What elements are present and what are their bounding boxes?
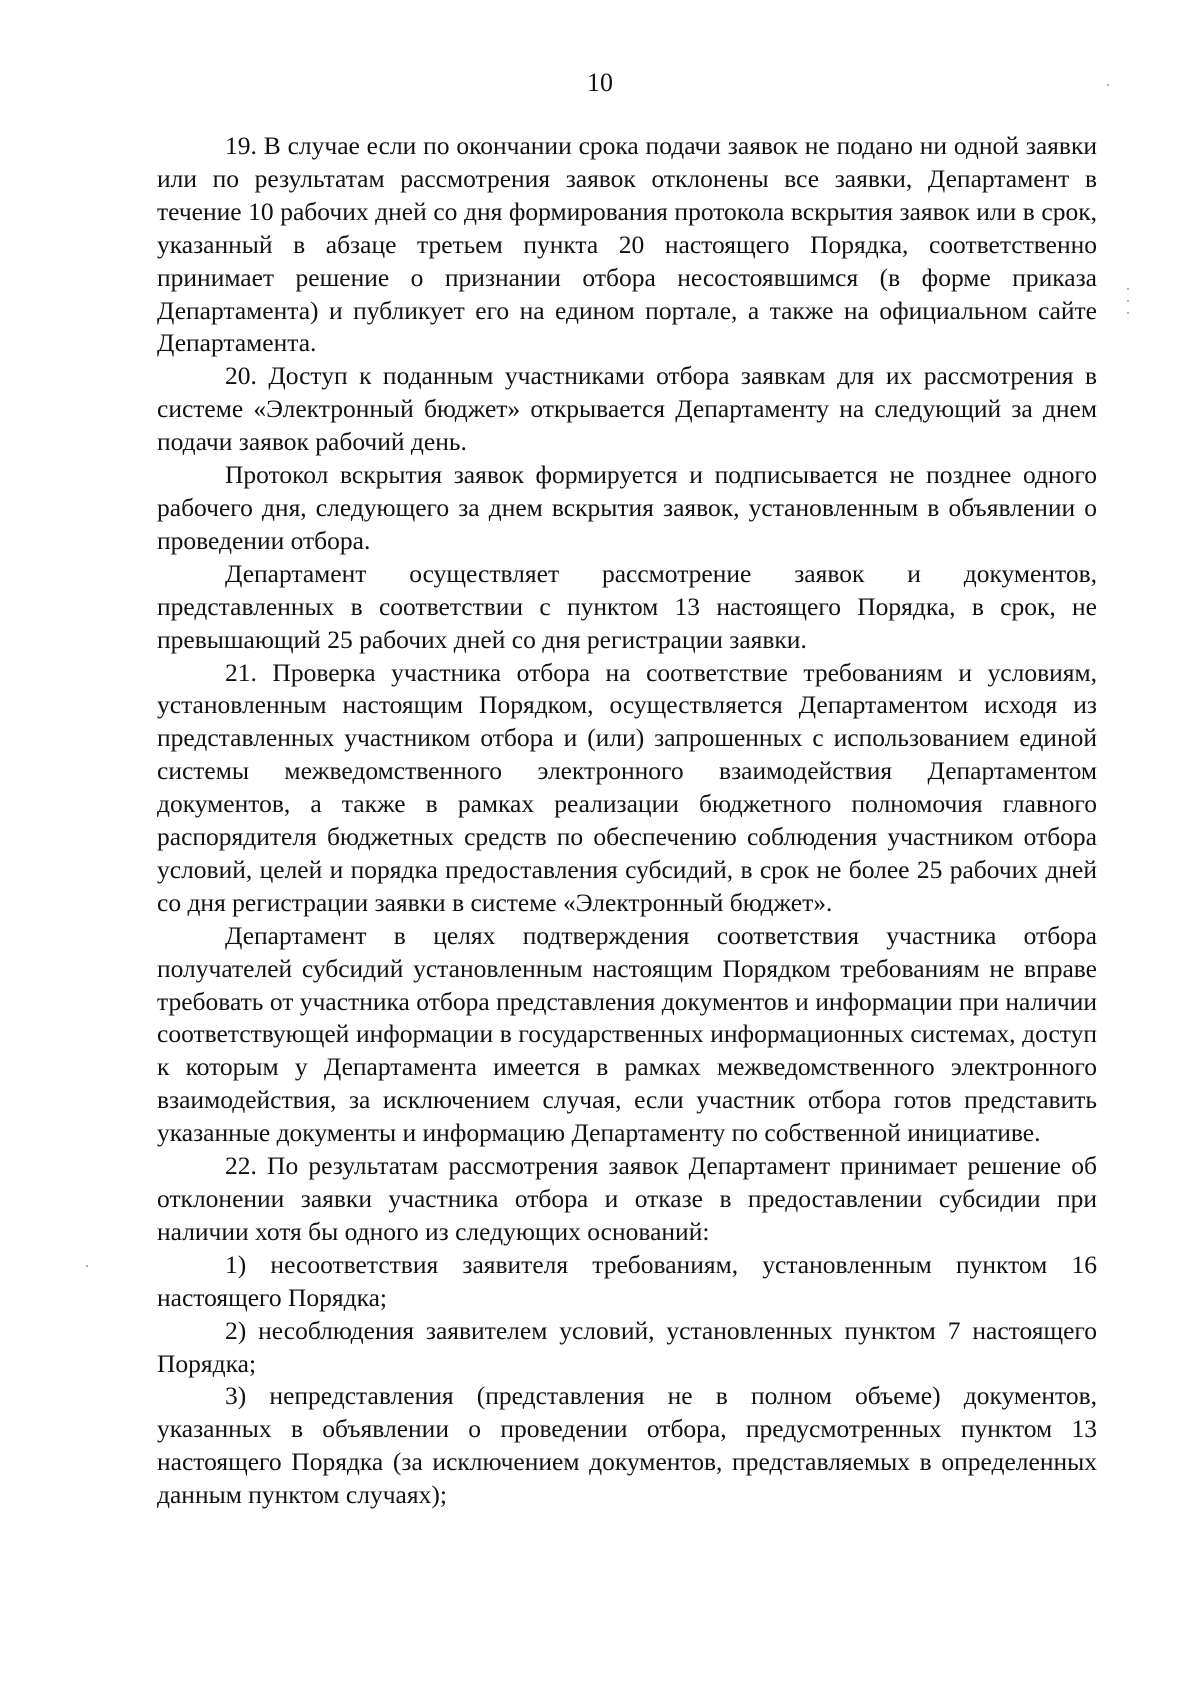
page-number: 10	[587, 68, 613, 97]
paragraph-review-term: Департамент осуществляет рассмотрение заявок и документов, представленных в соответствии с пунктом 13 настоящего Порядка, в срок, не превышающий 25 рабочих дней со дня регистрации заявки.	[157, 558, 1097, 654]
paragraph-22: 22. По результатам рассмотрения заявок Департамент принимает решение об отклонении заявки участника отбора и отказе в предоставлении субсидии при наличии хотя бы одного из следующих оснований:	[157, 1151, 1097, 1246]
paragraph-21: 21. Проверка участника отбора на соответствие требованиям и условиям, установленным настоящим Порядком, осуществляется Департаментом исходя из представленных участником отбора и (или) запрошенных с использованием единой системы межведомственного электронного взаимодействия Департаментом документов, а также в рамках реализации бюджетного полномочия главного распорядителя бюджетных средств по обеспечению соблюдения участником отбора условий, целей и порядка предоставления субсидий, в срок не более 25 рабочих дней со дня регистрации заявки в системе «Электронный бюджет».	[157, 657, 1097, 917]
paragraph-protocol: Протокол вскрытия заявок формируется и подписывается не позднее одного рабочего дня, следующего за днем вскрытия заявок, установленным в объявлении о проведении отбора.	[157, 460, 1097, 555]
paragraph-20: 20. Доступ к поданным участниками отбора заявкам для их рассмотрения в системе «Электронный бюджет» открывается Департаменту на следующий за днем подачи заявок рабочий день.	[157, 361, 1097, 457]
paragraph-documents-request: Департамент в целях подтверждения соответствия участника отбора получателей субсидий установленным настоящим Порядком требованиям не вправе требовать от участника отбора представления документов и информации при наличии соответствующей информации в государственных информационных системах, доступ к которым у Департамента имеется в рамках межведомственного электронного взаимодействия, за исключением случая, если участник отбора готов представить указанные документы и информацию Департаменту по собственной инициативе.	[157, 920, 1097, 1148]
paragraph-19: 19. В случае если по окончании срока подачи заявок не подано ни одной заявки или по результатам рассмотрения заявок отклонены все заявки, Департамент в течение 10 рабочих дней со дня формирования протокола вскрытия заявок или в срок, указанный в абзаце третьем пункта 20 настоящего Порядка, соответственно принимает решение о признании отбора несостоявшимся (в форме приказа Департамента) и публикует его на едином портале, а также на официальном сайте Департамента.	[157, 131, 1097, 358]
list-item-1: 1) несоответствия заявителя требованиям, установленным пунктом 16 настоящего Порядка;	[157, 1249, 1097, 1312]
scan-artifact	[1107, 84, 1109, 86]
list-item-3: 3) непредставления (представления не в полном объеме) документов, указанных в объявлении о проведении отбора, предусмотренных пунктом 13 настоящего Порядка (за исключением документов, представляемых в определенных данным пунктом случаях);	[157, 1381, 1097, 1510]
scan-artifact	[1127, 300, 1129, 302]
list-item-2: 2) несоблюдения заявителем условий, установленных пунктом 7 настоящего Порядка;	[157, 1315, 1097, 1378]
document-body	[157, 130, 1097, 1512]
scan-artifact	[1127, 312, 1129, 314]
scan-artifact	[86, 1265, 88, 1267]
scan-artifact	[1127, 288, 1129, 290]
